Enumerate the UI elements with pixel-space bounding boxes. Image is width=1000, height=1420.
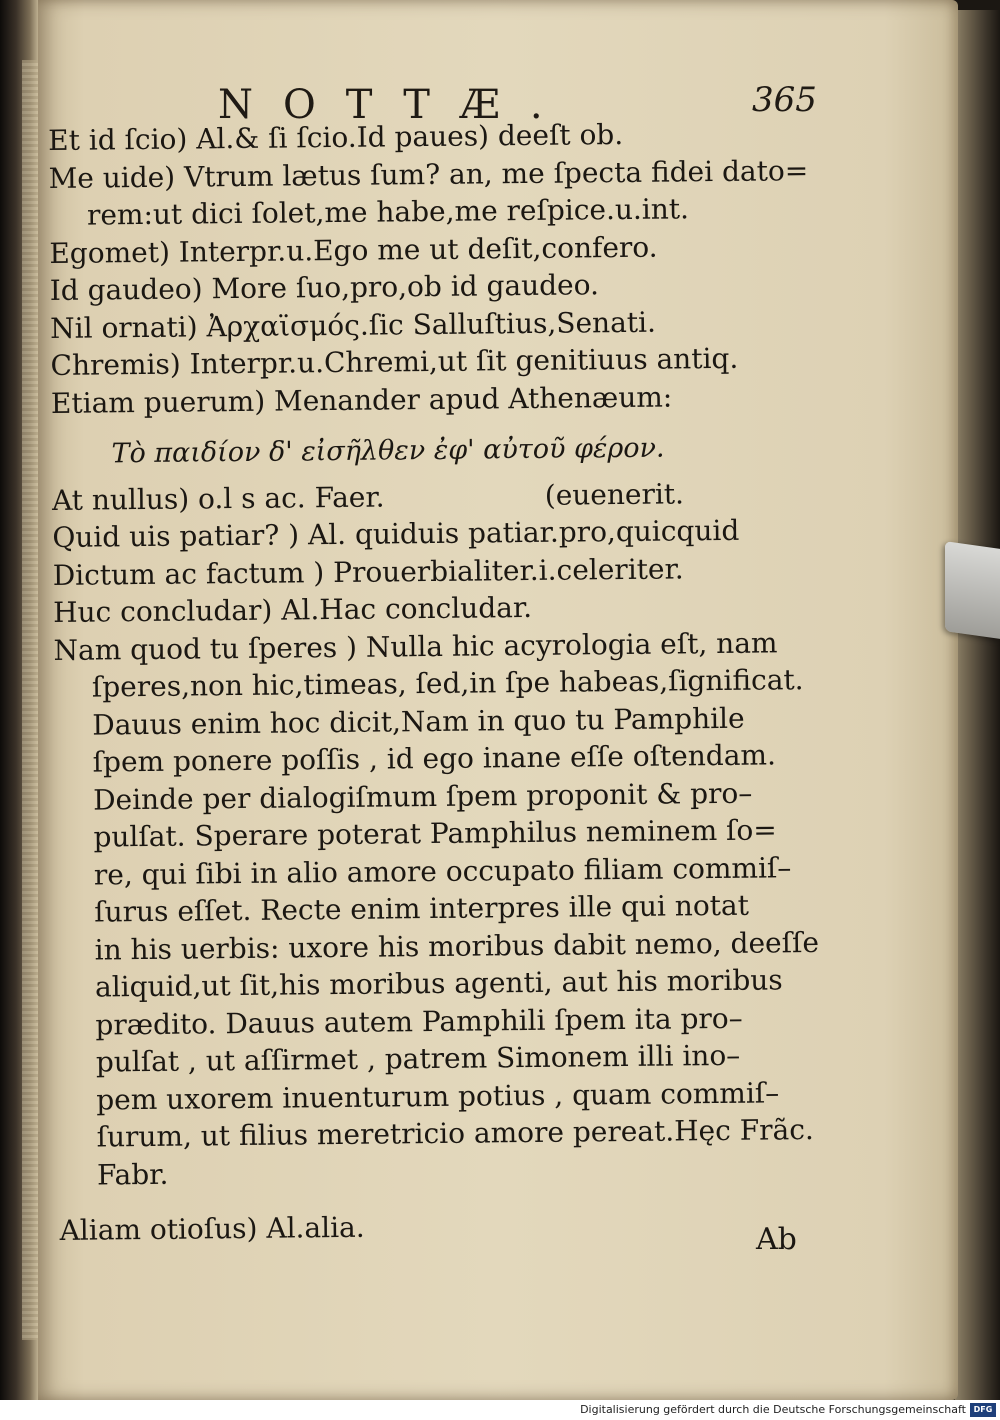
entry-line: Fabr.: [96, 1157, 169, 1192]
entry-line: Quid uis patiar? ) Al. quiduis patiar.pro,quicquid: [52, 513, 740, 554]
entry-line: Nam quod tu ſperes ) Nulla hic acyrologia eſt, nam: [53, 625, 778, 667]
entry-line: ſurum, ut filius meretricio amore pereat.Hęc Frãc.: [96, 1113, 814, 1154]
entry-line: ſperes,non hic,timeas, ſed,in ſpe habeas,ſignificat.: [91, 663, 804, 704]
entry-line: Dauus enim hoc dicit,Nam in quo tu Pamphile: [92, 701, 745, 742]
entry-line: prædito. Dauus autem Pamphili ſpem ita pro–: [95, 1001, 743, 1042]
footer-bar: [0, 1400, 1000, 1420]
bookmark-clip: [945, 541, 1000, 639]
entry-line: pulſat , ut aſſirmet , patrem Simonem illi ino–: [95, 1038, 741, 1079]
greek-quotation: Τὸ παιδίον δ' εἰσῆλθεν ἐφ' αὐτοῦ φέρον.: [111, 432, 665, 470]
entry-line: Me uide) Vtrum lætus ſum? an, me ſpecta fidei dato=: [48, 153, 809, 195]
entry-line: Dictum ac factum ) Prouerbialiter.i.celeriter.: [52, 551, 684, 592]
entry-line: At nullus) o.l s ac. Faer. (euenerit.: [51, 476, 685, 517]
entry-line: Deinde per dialogiſmum ſpem proponit & pro–: [92, 776, 753, 817]
catchword: Ab: [756, 1222, 797, 1257]
entry-line: rem:ut dici ſolet,me habe,me reſpice.u.int.: [86, 192, 690, 232]
entry-line: re, qui ſibi in alio amore occupato filiam commiſ–: [93, 850, 792, 892]
page-number: 365: [752, 80, 817, 120]
entry-line: ſpem ponere poſſis , id ego inane eſſe oſtendam.: [92, 738, 777, 779]
entry-line: Nil ornati) Ἀρχαϊσμός.ſic Salluſtius,Senati.: [49, 305, 657, 345]
book-right-page-edges: [955, 10, 1000, 1400]
entry-line: aliquid,ut ſit,his moribus agenti, aut his moribus: [94, 963, 783, 1004]
running-header: NOTTÆ.: [218, 82, 573, 128]
entry-line: Aliam otioſus) Al.alia.: [59, 1210, 365, 1247]
entry-line: Id gaudeo) More ſuo,pro,ob id gaudeo.: [49, 268, 600, 307]
entry-line: in his uerbis: uxore his moribus dabit nemo, deeſſe: [94, 925, 820, 967]
entry-line: Egomet) Interpr.u.Ego me ut deſit,confero.: [49, 230, 658, 270]
entry-line: Etiam puerum) Menander apud Athenæum:: [50, 379, 673, 420]
commentary-text: [48, 114, 830, 1250]
entry-line: Et id ſcio) Al.& ſi ſcio.Id paues) deeſt ob.: [48, 117, 624, 157]
entry-line: pem uxorem inuenturum potius , quam commiſ–: [96, 1075, 780, 1117]
entry-line: ſurus eſſet. Recte enim interpres ille qui notat: [94, 888, 750, 929]
dfg-logo: DFG: [970, 1403, 996, 1417]
entry-line: pulſat. Sperare poterat Pamphilus neminem ſo=: [93, 813, 777, 854]
entry-line: Chremis) Interpr.u.Chremi,ut ſit genitiuus antiq.: [50, 341, 739, 382]
footer-credit: Digitalisierung gefördert durch die Deutsche Forschungsgemeinschaft: [580, 1403, 966, 1416]
entry-line: Huc concludar) Al.Hac concludar.: [52, 590, 533, 629]
